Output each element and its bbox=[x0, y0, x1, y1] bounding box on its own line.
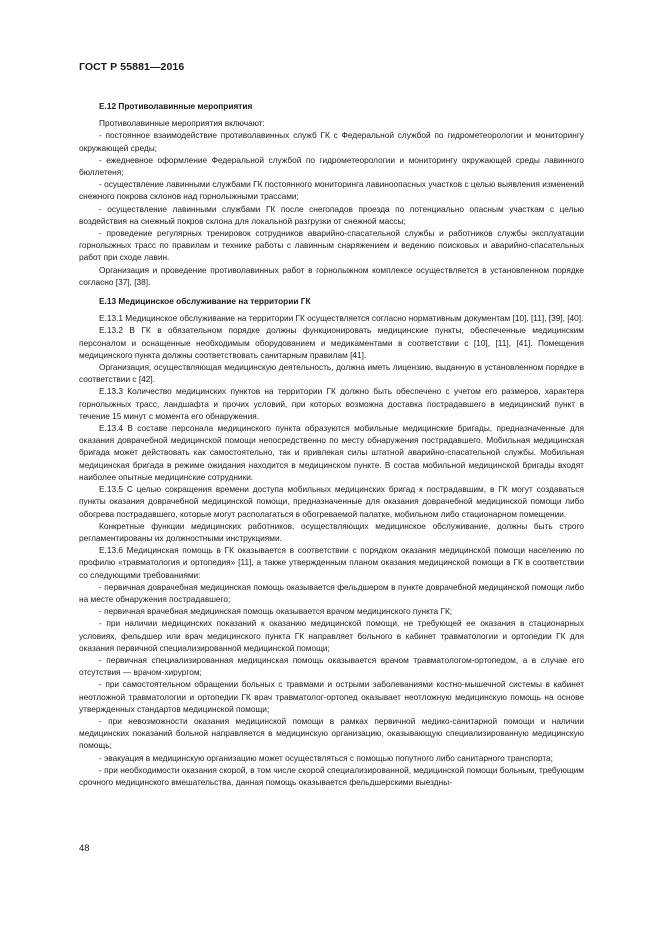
paragraph: Е.13.6 Медицинская помощь в ГК оказывается в соответствии с порядком оказания медицинской помощи населению по профилю «травматология и ортопедия» [11], а также утвержденным планом оказания медицинской помощи в ГК в соответствии со следующими требованиями: bbox=[79, 545, 584, 580]
paragraph: Е.13.2 В ГК в обязательном порядке должны функционировать медицинские пункты, обеспеченные медицинским персоналом и оснащенные необходимым оборудованием и медикаментами в соответствии с [10], [11], [41]. Помещения медицинского пункта должны соответствовать санитарным правилам [41]. bbox=[79, 325, 584, 360]
paragraph: Е.13.4 В составе персонала медицинского пункта образуются мобильные медицинские бригады, предназначенные для оказания доврачебной медицинской помощи непосредственно по месту обнаружения пострадавшего. Мобильная медицинская бригада может действовать как самостоятельно, так и привлекая силы штатной аварийно-спасательной службы. Мобильная медицинская бригада в режиме ожидания находится в медицинском пункте. В состав мобильной медицинской бригады входят наиболее опытные медицинские сотрудники. bbox=[79, 423, 584, 482]
paragraph: Е.13.3 Количество медицинских пунктов на территории ГК должно быть обеспечено с учетом его размеров, характера горнолыжных трасс, ландшафта и прочих условий, при которых возможна доставка пострадавшего в медицинский пункт в течение 15 минут с момента его обнаружения. bbox=[79, 386, 584, 421]
list-item: - эвакуация в медицинскую организацию может осуществляться с помощью попутного либо санитарного транспорта; bbox=[99, 752, 553, 763]
list-item: - первичная специализированная медицинская помощь оказывается врачом травматологом-ортопедом, а в случае его отсутствия — врачом-хирургом; bbox=[79, 654, 584, 678]
list-item: - проведение регулярных тренировок сотрудников аварийно-спасательной службы и работников службы эксплуатации горнолыжных трасс по правилам и технике работы с лавинным снаряжением и ведению поисковых и аварийно-спасательных работ при сходе лавин. bbox=[79, 228, 584, 263]
paragraph: Конкретные функции медицинских работников, осуществляющих медицинское обслуживание, должны быть строго регламентированы их должностными инструкциями. bbox=[79, 520, 584, 543]
list-item: - постоянное взаимодействие противолавинных служб ГК с Федеральной службой по гидрометеорологии и мониторингу окружающей среды; bbox=[79, 130, 584, 153]
document-header: ГОСТ Р 55881—2016 bbox=[79, 61, 185, 73]
paragraph: Е.13.5 С целью сокращения времени доступа мобильных медицинских бригад к пострадавшим, в ГК могут создаваться пункты оказания доврачебной медицинской помощи, предназначенные для оказания доврачебной медицинской помощи либо обогрева пострадавшего, которые могут располагаться в обогреваемой палатке, мобильном либо стационарном помещении. bbox=[79, 484, 584, 519]
list-item: - при самостоятельном обращении больных с травмами и острыми заболеваниями костно-мышечной системы в кабинет неотложной травматологии и ортопедии ГК врач травматолог-ортопед оказывает неотложную медицинскую помощь на основе утвержденных стандартов медицинской помощи; bbox=[79, 679, 584, 714]
page-number: 48 bbox=[79, 843, 90, 854]
document-body bbox=[79, 95, 584, 788]
paragraph: Организация, осуществляющая медицинскую деятельность, должна иметь лицензию, выданную в установленном порядке в соответствии с [42]. bbox=[79, 362, 584, 385]
list-item: - при наличии медицинских показаний к оказанию медицинской помощи, не требующей ее оказания в стационарных условиях, фельдшер или врач медицинского пункта ГК направляет больного в кабинет травматологии и ортопедии ГК для оказания первичной специализированной медицинской помощи; bbox=[79, 618, 584, 653]
list-item: - осуществление лавинными службами ГК постоянного мониторинга лавиноопасных участков с целью выявления изменений снежного покрова склонов над горнолыжными трассами; bbox=[79, 179, 584, 202]
list-item: - ежедневное оформление Федеральной службой по гидрометеорологии и мониторингу окружающей среды лавинного бюллетеня; bbox=[79, 154, 584, 178]
list-item: - при невозможности оказания медицинской помощи в рамках первичной медико-санитарной помощи и наличии медицинских показаний больной направляется в медицинскую организацию, оказывающую специализированную медицинскую помощь; bbox=[79, 715, 584, 751]
list-item: - при необходимости оказания скорой, в том числе скорой специализированной, медицинской помощи больным, требующим срочного медицинского вмешательства, данная помощь оказывается фельдшерскими выездны- bbox=[79, 764, 584, 787]
paragraph: Противолавинные мероприятия включают: bbox=[99, 118, 265, 129]
paragraph: Организация и проведение противолавинных работ в горнолыжном комплексе осуществляется в установленном порядке согласно [37], [38]. bbox=[79, 264, 584, 287]
paragraph: Е.13.1 Медицинское обслуживание на территории ГК осуществляется согласно нормативным документам [10], [11], [39], [40]. bbox=[99, 313, 584, 324]
list-item: - осуществление лавинными службами ГК после снегопадов проезда по потенциально опасным участкам с целью воздействия на снежный покров склона для локальной разгрузки от снежной массы; bbox=[79, 203, 584, 226]
section-heading-e13: Е.13 Медицинское обслуживание на территории ГК bbox=[99, 296, 311, 307]
list-item: - первичная врачебная медицинская помощь оказывается врачом медицинского пункта ГК; bbox=[99, 606, 453, 617]
section-heading-e12: Е.12 Противолавинные мероприятия bbox=[99, 101, 253, 111]
list-item: - первичная доврачебная медицинская помощь оказывается фельдшером в пункте доврачебной медицинской помощи либо на месте обнаружения пострадавшего; bbox=[79, 581, 584, 604]
